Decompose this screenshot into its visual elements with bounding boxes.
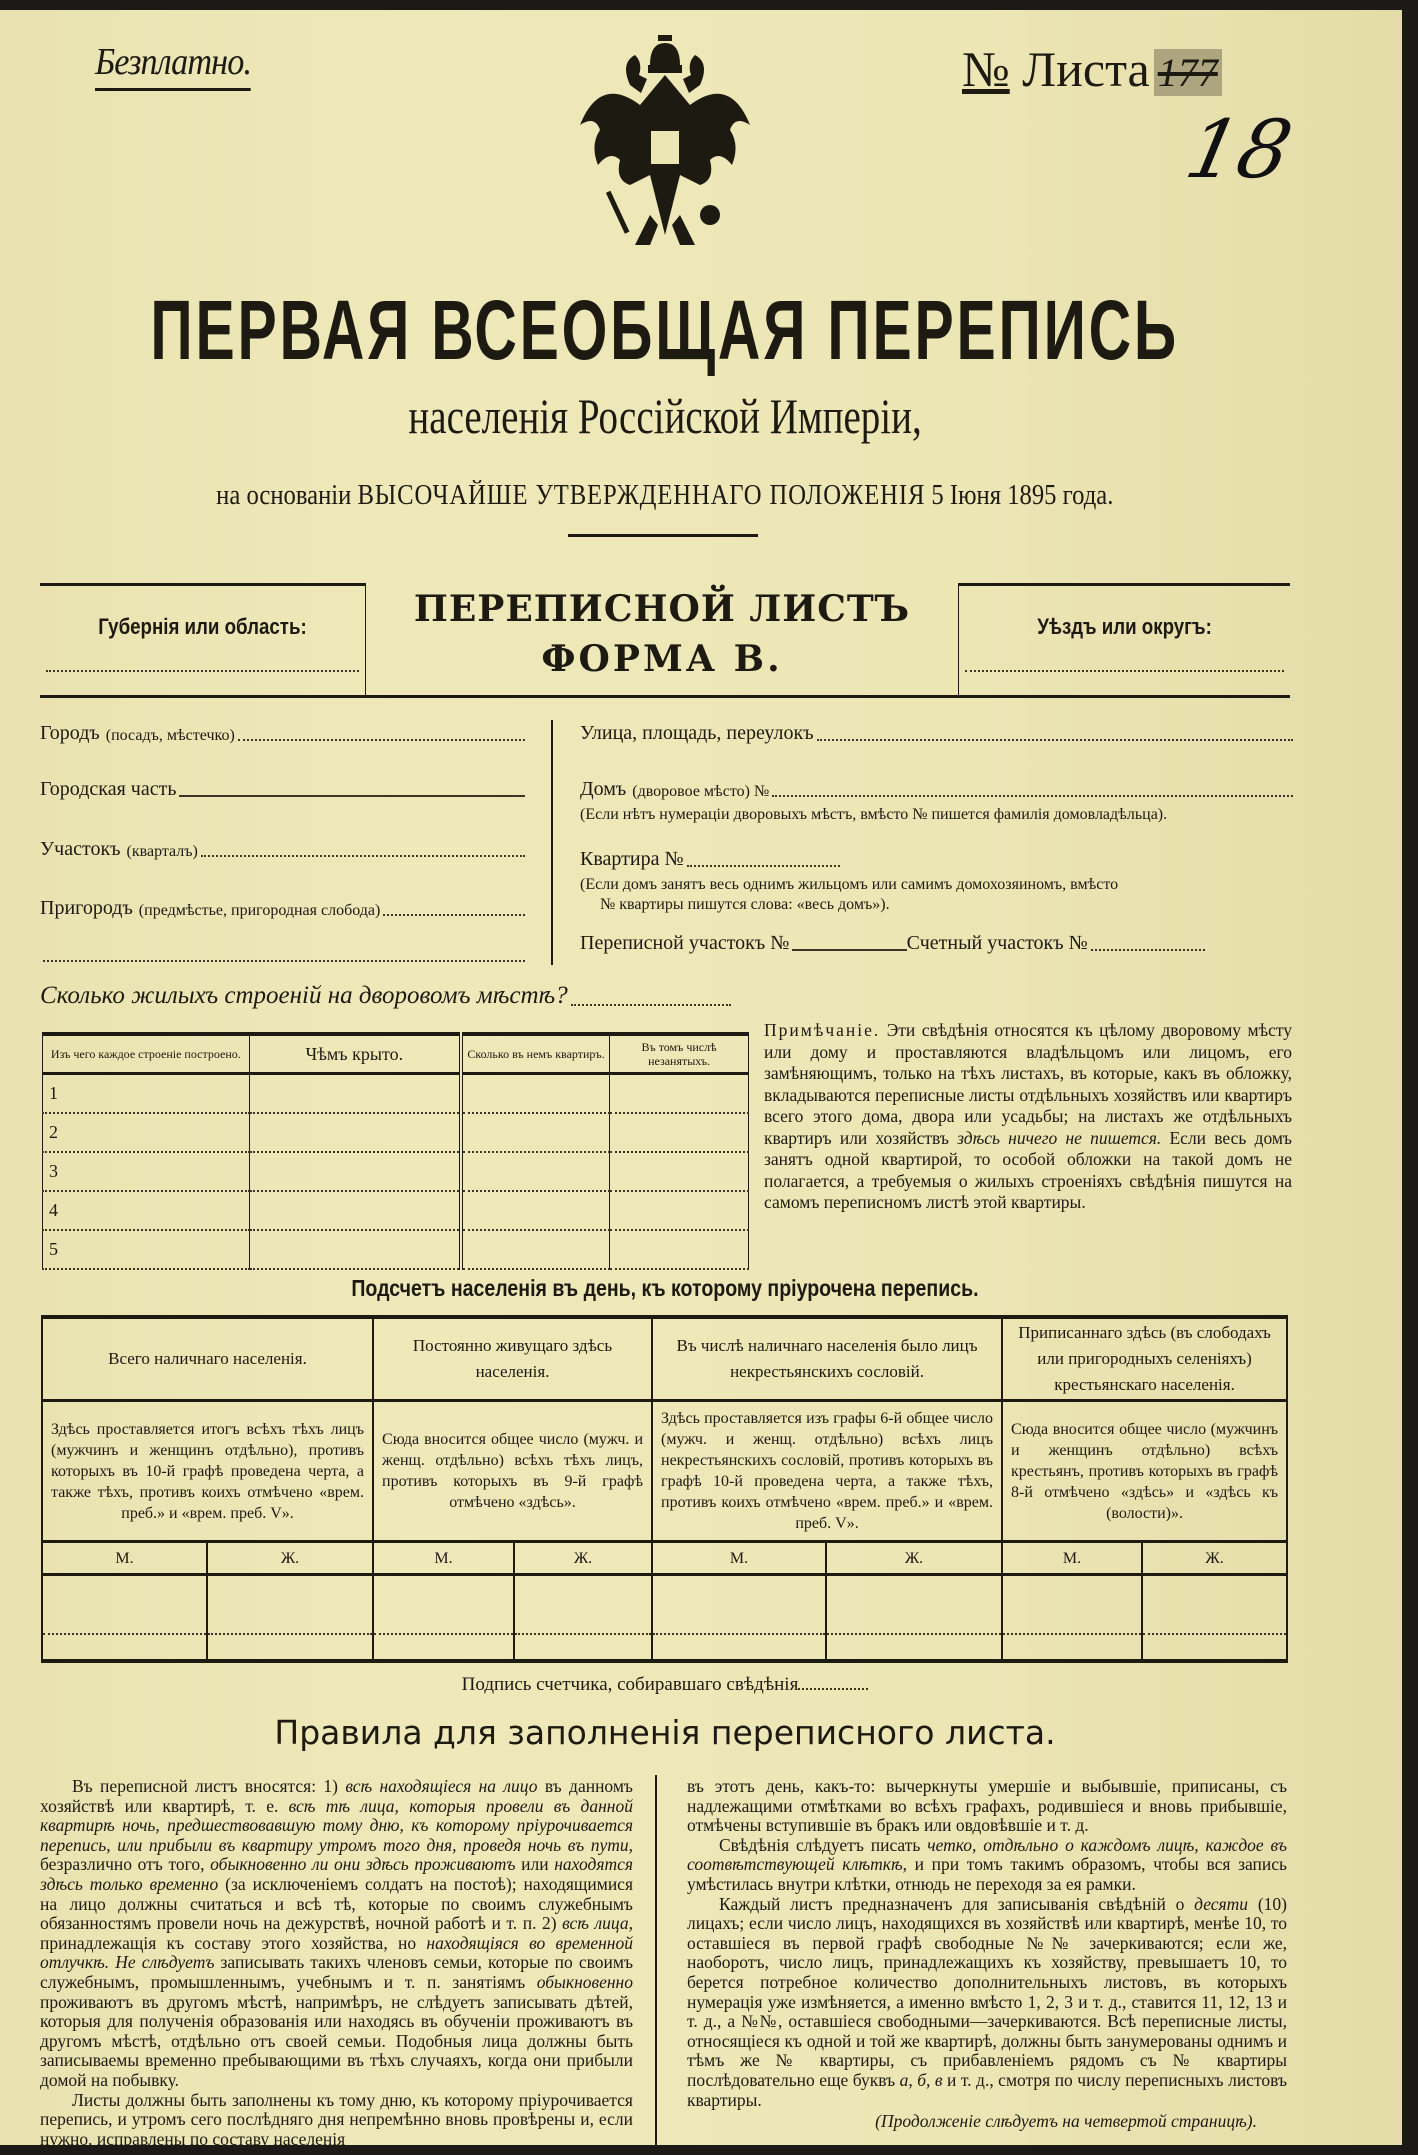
row-number[interactable]: 5 xyxy=(43,1230,250,1269)
table-row[interactable] xyxy=(43,1191,749,1230)
column-header: Чѣмъ крыто. xyxy=(249,1034,461,1074)
cell[interactable] xyxy=(1002,1575,1142,1635)
rules-text-italic: всѣ лица, xyxy=(562,1913,633,1934)
rules-text-italic: обыкновенно xyxy=(536,1971,633,1992)
column-header: Приписаннаго здѣсь (въ слободахъ или пригородныхъ селеніяхъ) крестьянскаго населенія. xyxy=(1002,1317,1287,1401)
note-text: Эти свѣдѣнія относятся къ цѣлому дворовому мѣсту или дому и проставляются владѣльцомъ или лицомъ, его замѣняющимъ, только на тѣхъ листахъ, въ которые, какъ въ обложку, вкладываются переписные листы отдѣльныхъ хозяйствъ или квартиръ всего этого дома, двора или усадьбы; на листахъ же отдѣльныхъ квартиръ или хозяйствъ xyxy=(764,1020,1292,1148)
field-label: Городская часть xyxy=(40,778,177,800)
cell[interactable] xyxy=(249,1230,461,1269)
cell[interactable] xyxy=(42,1634,207,1661)
cell[interactable] xyxy=(1142,1575,1287,1635)
field-label: Домъ xyxy=(580,778,627,800)
rules-paragraph xyxy=(40,1777,633,2091)
field-label: Улица, площадь, переулокъ xyxy=(580,722,814,744)
city-input-line[interactable] xyxy=(238,739,525,741)
signature-line[interactable] xyxy=(798,1688,868,1690)
rules-text: и т. д., смотря по числу переписныхъ листовъ квартиры. xyxy=(687,2069,1287,2110)
rules-column-1 xyxy=(40,1777,633,2149)
column-header: Въ томъ числѣ незанятыхъ. xyxy=(610,1034,749,1074)
buildings-table xyxy=(42,1032,749,1270)
field-label: Пригородъ xyxy=(40,897,133,919)
house-input-line[interactable] xyxy=(772,795,1293,797)
table-row[interactable] xyxy=(42,1575,1287,1635)
address-fields-left xyxy=(40,715,525,966)
blank-input-line[interactable] xyxy=(43,960,525,962)
city-field[interactable] xyxy=(40,721,525,745)
cell[interactable] xyxy=(42,1575,207,1635)
rules-column-2 xyxy=(687,1777,1287,2132)
cell[interactable] xyxy=(826,1634,1002,1661)
table-row[interactable] xyxy=(42,1634,1287,1661)
cell[interactable] xyxy=(249,1113,461,1152)
column-header: Сколько въ немъ квартиръ. xyxy=(461,1034,610,1074)
cell[interactable] xyxy=(610,1074,749,1114)
cell[interactable] xyxy=(610,1230,749,1269)
column-divider xyxy=(655,1775,657,2150)
rules-paragraph xyxy=(687,1895,1287,2111)
rules-text: записывать такихъ членовъ семьи, которые по своимъ служебнымъ, промышленнымъ, учебнымъ и т. п. занятіямъ xyxy=(40,1952,633,1992)
field-note: (предмѣстье, пригородная слобода) xyxy=(138,902,381,919)
rules-text-italic: находятся здѣсь только временно xyxy=(40,1854,634,1894)
cell[interactable] xyxy=(249,1152,461,1191)
field-note: (дворовое мѣсто) № xyxy=(632,783,770,800)
cell[interactable] xyxy=(249,1074,461,1114)
male-header: М. xyxy=(1002,1542,1142,1575)
basis-date: 5 Іюня 1895 года. xyxy=(931,480,1114,511)
flat-input-line[interactable] xyxy=(687,865,840,867)
rules-text: (за исключеніемъ солдатъ на постоѣ); находящимися на лицо должны считаться и всѣ тѣ, которые по своимъ служебнымъ обязанностямъ провели ночь на дежурствѣ, ночной работѣ и т. п. 2) xyxy=(40,1873,633,1934)
rules-text: (10) лицахъ; если число лицъ, находящихся въ хозяйствѣ или квартирѣ, менѣе 10, то оставшіеся въ первой графѣ свободные №№ зачеркиваются; если же, наоборотъ, число лицъ, принадлежащихъ къ хозяйству, превышаетъ 10, то берется потребное количество дополнительныхъ листовъ, въ которыхъ нумерація уже измѣняется, а именно вмѣсто 1, 2, 3 и т. д., ставится 11, 12, 13 и т. д., а №№, оставшіеся свободными—зачеркиваются. Всѣ переписные листы, относящіеся къ одной и той же квартирѣ, должны быть занумерованы однимъ и тѣмъ же № квартиры, съ прибавленіемъ рядомъ съ № квартиры послѣдовательно еще буквъ xyxy=(687,1893,1288,2090)
population-count-heading: Подсчетъ населенія въ день, къ которому пріурочена перепись. xyxy=(351,1275,979,1301)
sheet-number xyxy=(962,40,1222,98)
cell[interactable] xyxy=(1002,1634,1142,1661)
column-header: Въ числѣ наличнаго населенія было лицъ некрестьянскихъ сословій. xyxy=(652,1317,1002,1401)
column-description: Сюда вносится общее число (мужч. и женщ. отдѣльно) всѣхъ тѣхъ лицъ, противъ которыхъ въ 9-й графѣ отмѣчено «здѣсь». xyxy=(373,1401,652,1542)
document-subtitle: населенія Россійской Имперіи, xyxy=(408,388,922,444)
column-header: Всего наличнаго населенія. xyxy=(42,1317,373,1401)
rules-text: Свѣдѣнія слѣдуетъ писать xyxy=(719,1834,928,1855)
note-text-2: Если весь домъ занятъ одной квартирой, то особой обложки на такой домъ не полагается, а требуемыя о жилыхъ строеніяхъ свѣдѣнія пишутся на самомъ переписномъ листѣ этой квартиры. xyxy=(764,1127,1292,1212)
column-divider xyxy=(551,720,553,965)
cell[interactable] xyxy=(610,1113,749,1152)
rules-text: Въ переписной листъ вносятся: 1) xyxy=(72,1776,346,1796)
table-description-row xyxy=(42,1401,1287,1542)
house-field[interactable] xyxy=(580,777,1293,801)
imperial-eagle-icon xyxy=(570,35,760,253)
basis-prefix: на основаніи xyxy=(216,480,352,511)
cell[interactable] xyxy=(826,1575,1002,1635)
cell[interactable] xyxy=(373,1575,514,1635)
rules-heading: Правила для заполненія переписного листа. xyxy=(274,1713,1056,1752)
precinct-field[interactable] xyxy=(40,837,525,861)
basis-caps: ВЫСОЧАЙШЕ УТВЕРЖДЕННАГО ПОЛОЖЕНІЯ xyxy=(357,480,926,511)
male-header: М. xyxy=(42,1542,207,1575)
field-label: Городъ xyxy=(40,722,100,744)
continued-note: (Продолженіе слѣдуетъ на четвертой страницѣ). xyxy=(875,2111,1257,2132)
precinct-input-line[interactable] xyxy=(201,855,525,857)
male-header: М. xyxy=(373,1542,514,1575)
note-italic: здѣсь ничего не пишется. xyxy=(957,1127,1162,1148)
cell[interactable] xyxy=(610,1191,749,1230)
field-label: Участокъ xyxy=(40,838,121,860)
city-part-field[interactable] xyxy=(40,777,525,801)
house-hint: (Если нѣтъ нумераціи дворовыхъ мѣстъ, вмѣсто № пишется фамилія домовладѣльца). xyxy=(580,806,1168,823)
cell[interactable] xyxy=(461,1113,610,1152)
cell[interactable] xyxy=(249,1191,461,1230)
cell[interactable] xyxy=(461,1230,610,1269)
rules-text-italic: а, б, в xyxy=(899,2069,943,2090)
rules-text-italic: десяти xyxy=(1194,1893,1249,1914)
form-letter: ФОРМА В. xyxy=(541,638,783,680)
legal-basis-line xyxy=(216,480,1113,512)
rules-text: въ данномъ хозяйствѣ или квартирѣ, т. е. xyxy=(40,1776,633,1816)
district-input-line[interactable] xyxy=(965,670,1284,672)
rules-text-italic: всѣ находящіеся на лицо xyxy=(345,1776,538,1796)
cell[interactable] xyxy=(1142,1634,1287,1661)
province-input-line[interactable] xyxy=(46,670,359,672)
female-header: Ж. xyxy=(826,1542,1002,1575)
district-field[interactable] xyxy=(958,583,1290,695)
column-description: Здѣсь проставляется итогъ всѣхъ тѣхъ лицъ (мужчинъ и женщинъ отдѣльно), противъ которыхъ въ 10-й графѣ проведена черта, а также тѣхъ, противъ коихъ отмѣчено «врем. преб.» и «врем. преб. V». xyxy=(42,1401,373,1542)
column-header: Изъ чего каждое строеніе построено. xyxy=(43,1034,250,1074)
sheet-label: Листа xyxy=(1022,41,1150,97)
table-row[interactable] xyxy=(43,1113,749,1152)
district-label: Уѣздъ или округъ: xyxy=(1037,614,1212,639)
street-input-line[interactable] xyxy=(817,739,1293,741)
count-district-input[interactable] xyxy=(1091,949,1205,951)
census-district-label: Переписной участокъ № xyxy=(580,932,790,954)
flat-hint: (Если домъ занятъ весь однимъ жильцомъ или самимъ домохозяиномъ, вмѣсто xyxy=(580,876,1119,893)
buildings-count-input[interactable] xyxy=(571,1004,731,1006)
rules-text: Листы должны быть заполнены къ тому дню, къ которому пріурочивается перепись, и утромъ сего послѣдняго дня непремѣнно вновь провѣрены и, если нужно, исправлены по составу населенія xyxy=(40,2089,633,2149)
cell[interactable] xyxy=(461,1152,610,1191)
free-of-charge-label: Безплатно. xyxy=(95,40,251,91)
table-row[interactable] xyxy=(43,1230,749,1269)
enumerator-signature-field[interactable] xyxy=(0,1674,1330,1696)
cell[interactable] xyxy=(461,1191,610,1230)
rules-paragraph xyxy=(687,1836,1287,1895)
field-label: Квартира № xyxy=(580,848,684,870)
table-row[interactable] xyxy=(43,1074,749,1114)
row-number[interactable]: 3 xyxy=(43,1152,250,1191)
rules-paragraph xyxy=(40,2091,633,2150)
rules-text: и при томъ такимъ образомъ, чтобы вся запись умѣстилась внутри клѣтки, отнюдь не переходя за ея рамки. xyxy=(687,1854,1288,1894)
count-district-label: Счетный участокъ № xyxy=(906,932,1088,954)
rules-text: Каждый листъ предназначенъ для записыванія свѣдѣній о xyxy=(719,1893,1195,1914)
document-subtitle-row xyxy=(0,388,1330,444)
rules-paragraph xyxy=(687,1777,1287,1836)
cell[interactable] xyxy=(207,1575,373,1635)
question-label: Сколько жилыхъ строеній на дворовомъ мѣстѣ? xyxy=(40,982,568,1009)
cell[interactable] xyxy=(610,1152,749,1191)
female-header: Ж. xyxy=(1142,1542,1287,1575)
cell[interactable] xyxy=(652,1575,826,1635)
province-label: Губернія или область: xyxy=(98,614,307,639)
rules-text-italic: находящіяся во временной отлучкѣ. Не слѣдуетъ xyxy=(40,1932,633,1973)
handwritten-sheet-number: 18 xyxy=(1178,103,1300,196)
table-row[interactable] xyxy=(43,1152,749,1191)
rules-text: безразлично отъ того, xyxy=(40,1854,211,1875)
form-header-box xyxy=(40,583,1290,698)
field-note: (посадъ, мѣстечко) xyxy=(105,727,235,744)
female-header: Ж. xyxy=(207,1542,373,1575)
row-number[interactable]: 4 xyxy=(43,1191,250,1230)
census-sheet-title: ПЕРЕПИСНОЙ ЛИСТЪ xyxy=(413,588,911,630)
cell[interactable] xyxy=(514,1575,652,1635)
flat-field[interactable] xyxy=(580,847,840,871)
rules-text: принадлежащія къ составу этого хозяйства, но xyxy=(40,1932,427,1953)
form-title-block xyxy=(366,583,958,681)
street-field[interactable] xyxy=(580,721,1293,745)
document-title-row xyxy=(0,285,1330,375)
note-label: Примѣчаніе. xyxy=(764,1020,881,1040)
census-district-input[interactable] xyxy=(792,949,906,951)
rules-text: въ этотъ день, какъ-то: вычеркнуты умершіе и выбывшіе, приписаны, съ надлежащими отмѣтками во всѣхъ графахъ, родившіеся и вновь прибывшіе, отмѣчены вступившіе въ бракъ или овдовѣвшіе и т. д. xyxy=(687,1776,1287,1836)
number-sign: № xyxy=(962,41,1010,97)
row-number[interactable]: 2 xyxy=(43,1113,250,1152)
rules-text: или xyxy=(515,1854,555,1875)
cell[interactable] xyxy=(652,1634,826,1661)
sex-header-row xyxy=(42,1542,1287,1575)
divider xyxy=(568,534,758,537)
extra-input-line[interactable] xyxy=(40,942,525,966)
row-number[interactable]: 1 xyxy=(43,1074,250,1114)
rules-text-italic: всѣ тѣ лица, которыя провели въ данной квартирѣ ночь, предшествовавшую тому дню, къ которому пріурочивается перепись, или прибыли въ квартиру утромъ того дня, проведя ночь въ пути, xyxy=(40,1795,633,1855)
buildings-note xyxy=(764,1020,1292,1214)
city-part-input-line[interactable] xyxy=(179,795,525,797)
cell[interactable] xyxy=(207,1634,373,1661)
column-header: Постоянно живущаго здѣсь населенія. xyxy=(373,1317,652,1401)
cell[interactable] xyxy=(461,1074,610,1114)
legal-basis xyxy=(0,480,1330,512)
column-description: Сюда вносится общее число (мужчинъ и женщинъ отдѣльно) всѣхъ крестьянъ, противъ которыхъ въ графѣ 8-й отмѣчено «здѣсь» и «здѣсь къ (волости)». xyxy=(1002,1401,1287,1542)
population-count-table xyxy=(41,1315,1288,1663)
table-header xyxy=(43,1034,749,1074)
signature-label: Подпись счетчика, собиравшаго свѣдѣнія xyxy=(461,1674,799,1695)
female-header: Ж. xyxy=(514,1542,652,1575)
province-field[interactable] xyxy=(40,583,366,695)
column-description: Здѣсь проставляется изъ графы 6-й общее число (мужч. и женщ. отдѣльно) всѣхъ лицъ некрестьянскихъ сословій, противъ которыхъ въ графѣ 10-й проведена черта, а также тѣхъ, противъ коихъ отмѣчено «врем. преб.» и «врем. преб. V». xyxy=(652,1401,1002,1542)
cell[interactable] xyxy=(514,1634,652,1661)
rules-text-italic: обыкновенно ли они здѣсь проживаютъ xyxy=(210,1854,516,1875)
table-header xyxy=(42,1317,1287,1401)
district-numbers xyxy=(580,931,1205,955)
male-header: М. xyxy=(652,1542,826,1575)
cell[interactable] xyxy=(373,1634,514,1661)
suburb-field[interactable] xyxy=(40,896,525,920)
struck-out-sheet-number: 177 xyxy=(1154,49,1222,96)
rules-text-italic: четко, отдѣльно о каждомъ лицѣ, каждое въ соотвѣтствующей клѣткѣ, xyxy=(687,1834,1287,1875)
rules-text: проживаютъ въ другомъ мѣстѣ, напримѣръ, не слѣдуетъ записывать дѣтей, которыя для полученія образованія или находясь въ обученіи проживаютъ въ другомъ мѣстѣ, отдѣльно отъ своей семьи. Подобныя лица должны быть записываемы временно пребывающими въ тѣхъ случаяхъ, когда они прибыли домой на побывку. xyxy=(40,1991,633,2090)
suburb-input-line[interactable] xyxy=(383,914,525,916)
flat-hint-2: № квартиры пишутся слова: «весь домъ»). xyxy=(600,896,890,913)
population-count-heading-row xyxy=(0,1274,1330,1302)
document-title: ПЕРВАЯ ВСЕОБЩАЯ ПЕРЕПИСЬ xyxy=(150,283,1180,377)
census-form-page xyxy=(0,10,1402,2149)
field-note: (кварталъ) xyxy=(126,843,198,860)
address-fields-right xyxy=(580,715,1293,955)
buildings-question[interactable] xyxy=(40,982,760,1010)
